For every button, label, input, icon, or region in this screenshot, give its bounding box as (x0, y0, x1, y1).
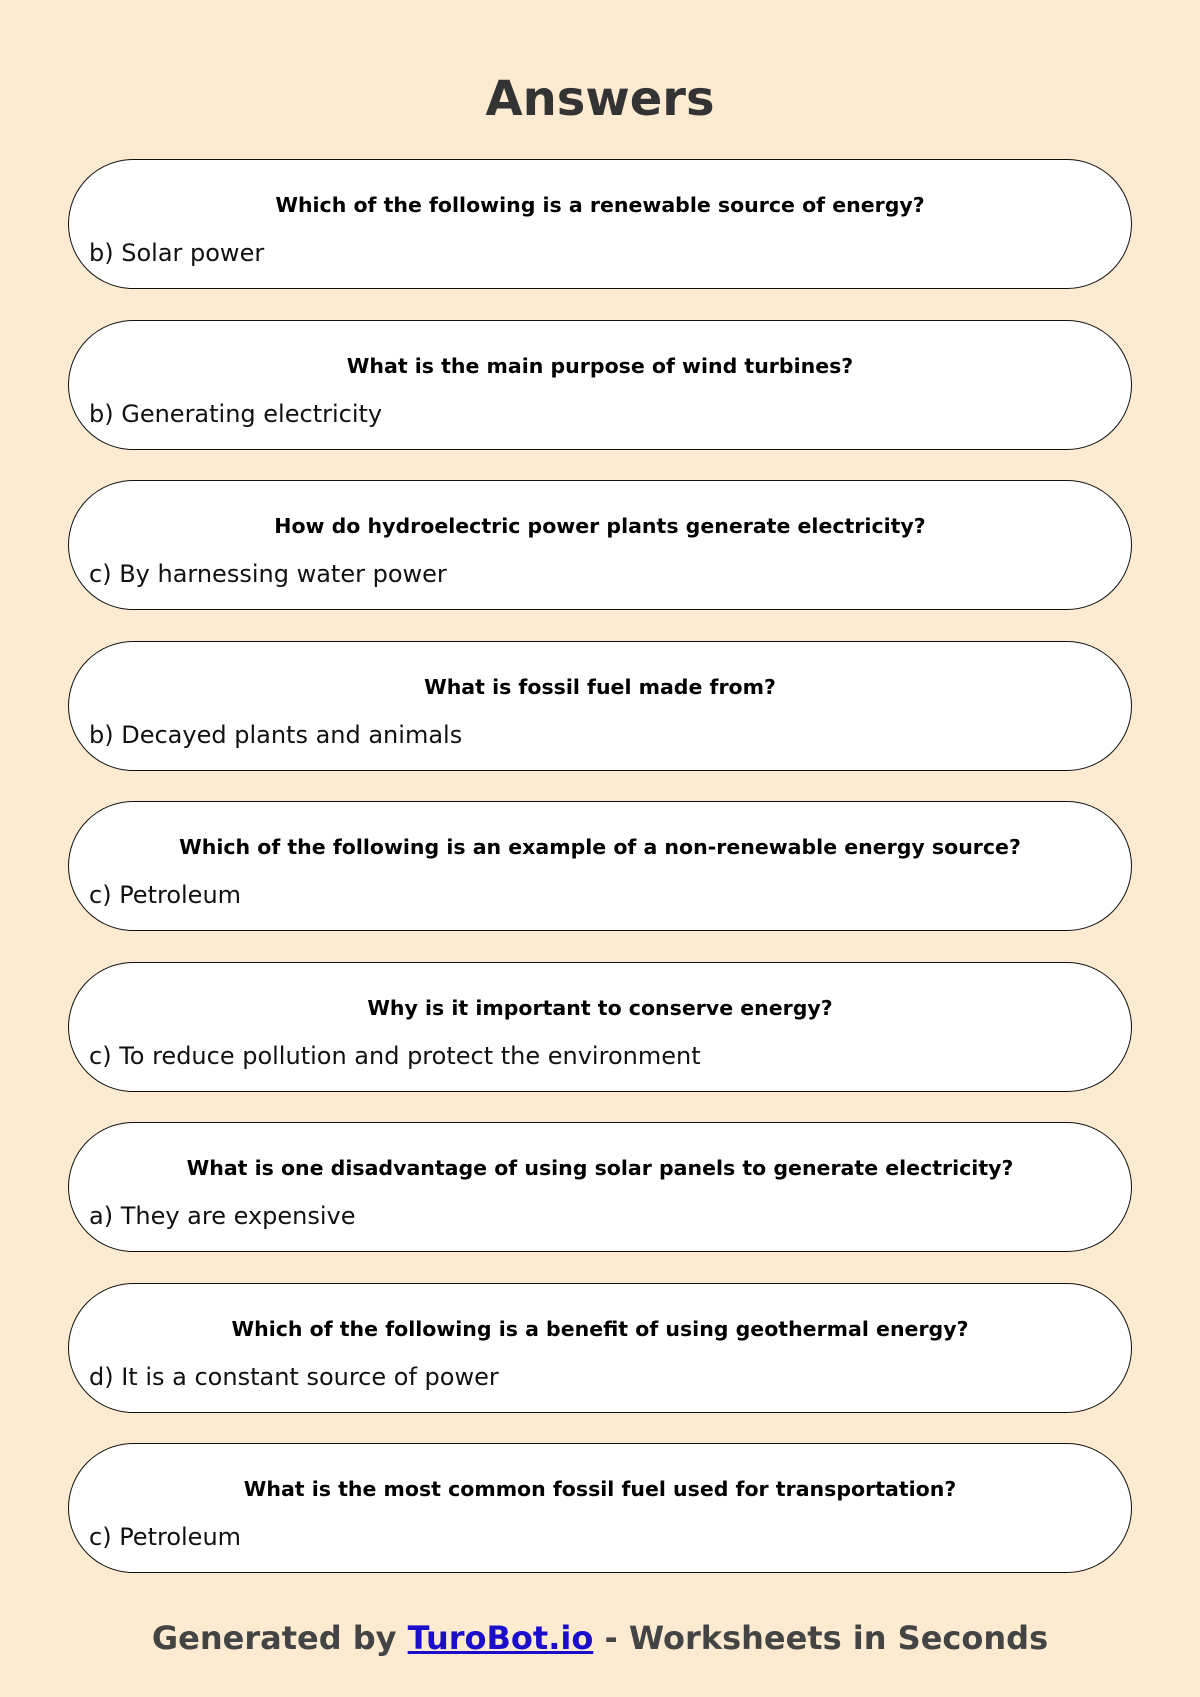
answer-card (68, 1443, 1132, 1573)
footer-prefix: Generated by (151, 1619, 408, 1657)
answer-text: b) Decayed plants and animals (89, 720, 463, 749)
answer-text: d) It is a constant source of power (89, 1362, 499, 1391)
turobot-link[interactable]: TuroBot.io (407, 1619, 594, 1657)
answer-text: b) Generating electricity (89, 399, 383, 428)
answer-card (68, 801, 1132, 931)
answer-text: c) Petroleum (89, 1523, 242, 1551)
answer-card (68, 641, 1132, 771)
question-text: How do hydroelectric power plants generate electricity? (274, 514, 926, 538)
answer-text: c) By harnessing water power (89, 560, 447, 588)
question-text: What is one disadvantage of using solar panels to generate electricity? (186, 1156, 1014, 1180)
answer-card (68, 320, 1132, 450)
question-text: Which of the following is an example of a non-renewable energy source? (179, 835, 1021, 859)
answer-text: c) To reduce pollution and protect the environment (89, 1041, 701, 1070)
question-text: What is fossil fuel made from? (424, 674, 776, 699)
answer-card (68, 480, 1132, 610)
question-text: What is the most common fossil fuel used for transportation? (243, 1477, 957, 1501)
answer-text: b) Solar power (89, 239, 265, 267)
answer-text: c) Petroleum (89, 881, 242, 909)
answer-card (68, 159, 1132, 289)
question-text: What is the main purpose of wind turbines? (346, 353, 854, 378)
answer-list (68, 159, 1132, 1604)
answer-text: a) They are expensive (89, 1202, 356, 1230)
answer-card (68, 962, 1132, 1092)
footer-suffix: - Worksheets in Seconds (593, 1619, 1049, 1657)
answer-card (68, 1283, 1132, 1413)
question-text: Which of the following is a renewable source of energy? (275, 193, 925, 217)
question-text: Which of the following is a benefit of using geothermal energy? (231, 1316, 969, 1341)
answer-card (68, 1122, 1132, 1252)
footer (0, 1616, 1200, 1660)
page-title: Answers (485, 71, 715, 127)
question-text: Why is it important to conserve energy? (367, 995, 833, 1020)
